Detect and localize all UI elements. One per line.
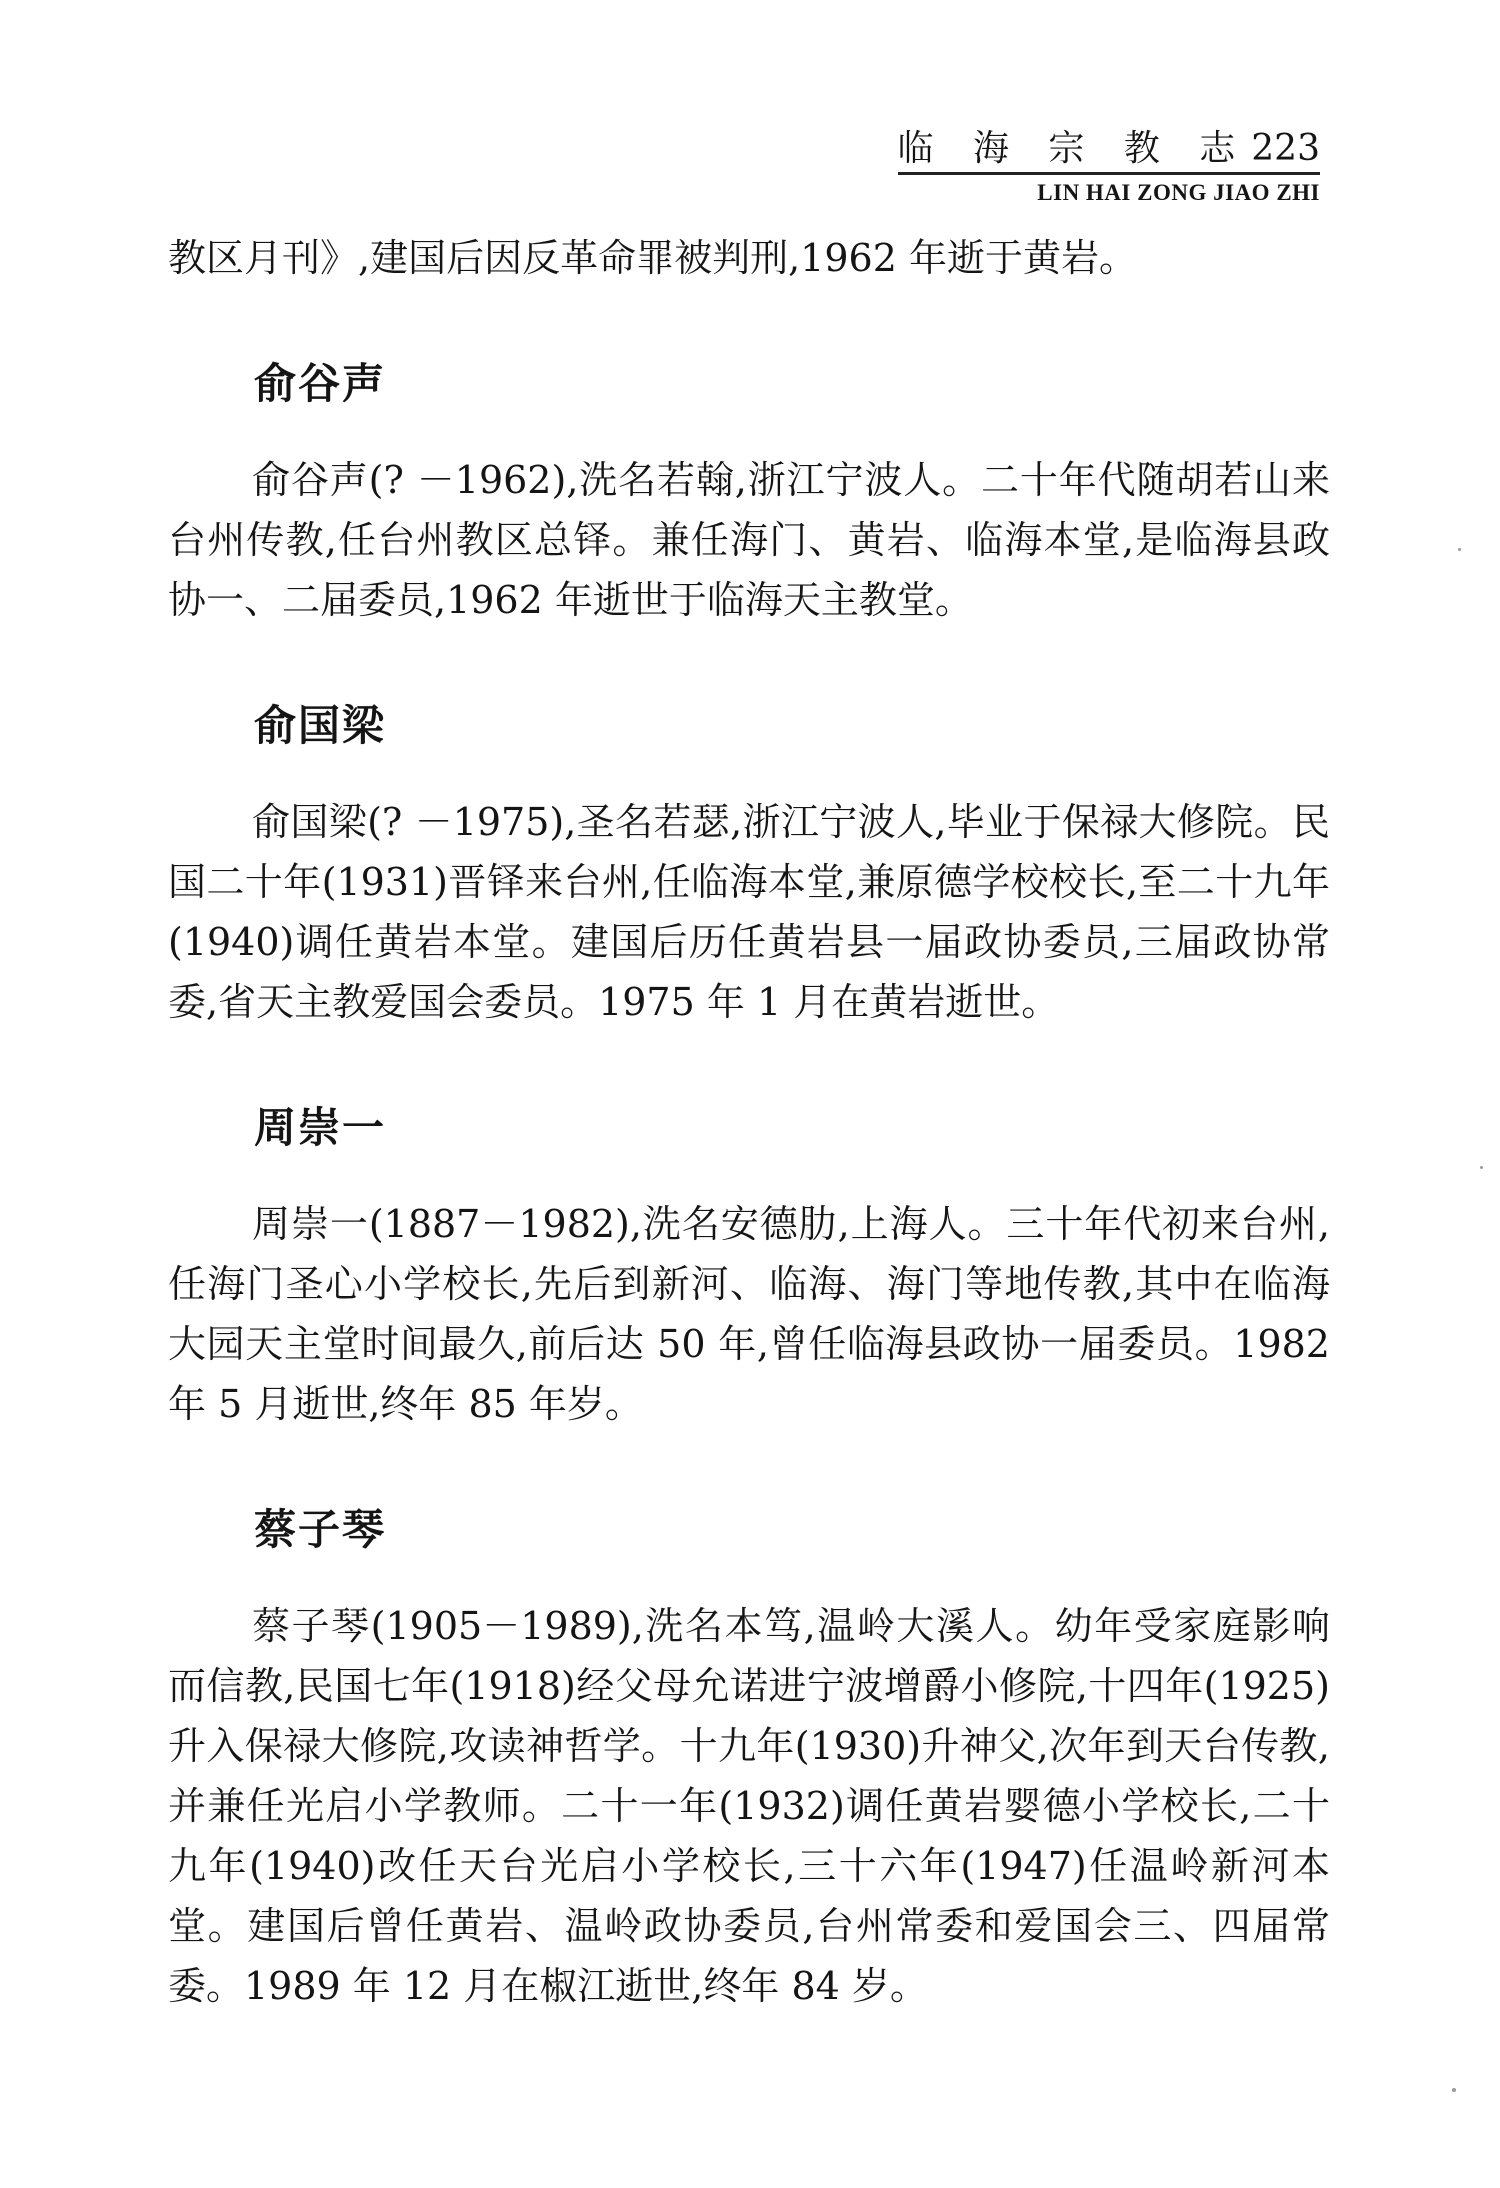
entry-heading: 俞国梁 [254, 701, 387, 750]
scan-speck [1458, 548, 1461, 551]
header-title-line [898, 128, 1321, 170]
book-title: 临 海 宗 教 志 [897, 128, 1250, 169]
header-rule [898, 172, 1321, 175]
entry-heading: 蔡子琴 [254, 1505, 387, 1554]
page-number: 223 [1251, 128, 1320, 169]
entry-heading: 周崇一 [254, 1103, 387, 1152]
book-title-pinyin: LIN HAI ZONG JIAO ZHI [1037, 180, 1320, 205]
page-body [168, 228, 1330, 2016]
entry-paragraph: 周崇一(1887－1982),洗名安德肋,上海人。三十年代初来台州,任海门圣心小学校长,先后到新河、临海、海门等地传教,其中在临海大园天主堂时间最久,前后达 50 年,曾任临海县政协一届委员。1982 年 5 月逝世,终年 85 年岁。 [168, 1202, 1330, 1426]
scan-speck [1480, 1166, 1483, 1169]
entry-paragraph: 俞谷声(? －1962),洗名若翰,浙江宁波人。二十年代随胡若山来台州传教,任台州教区总铎。兼任海门、黄岩、临海本堂,是临海县政协一、二届委员,1962 年逝世于临海天主教堂。 [168, 458, 1330, 622]
entry-heading: 俞谷声 [254, 359, 387, 408]
scan-speck [1452, 2088, 1456, 2092]
running-header [898, 128, 1321, 208]
entry-paragraph: 俞国梁(? －1975),圣名若瑟,浙江宁波人,毕业于保禄大修院。民国二十年(1931)晋铎来台州,任临海本堂,兼原德学校校长,至二十九年(1940)调任黄岩本堂。建国后历任黄岩县一届政协委员,三届政协常委,省天主教爱国会委员。1975 年 1 月在黄岩逝世。 [168, 800, 1330, 1024]
entry-paragraph: 蔡子琴(1905－1989),洗名本笃,温岭大溪人。幼年受家庭影响而信教,民国七年(1918)经父母允诺进宁波增爵小修院,十四年(1925)升入保禄大修院,攻读神哲学。十九年(1930)升神父,次年到天台传教,并兼任光启小学教师。二十一年(1932)调任黄岩婴德小学校长,二十九年(1940)改任天台光启小学校长,三十六年(1947)任温岭新河本堂。建国后曾任黄岩、温岭政协委员,台州常委和爱国会三、四届常委。1989 年 12 月在椒江逝世,终年 84 岁。 [168, 1604, 1330, 2008]
continued-paragraph: 教区月刊》,建国后因反革命罪被判刑,1962 年逝于黄岩。 [168, 236, 1137, 280]
